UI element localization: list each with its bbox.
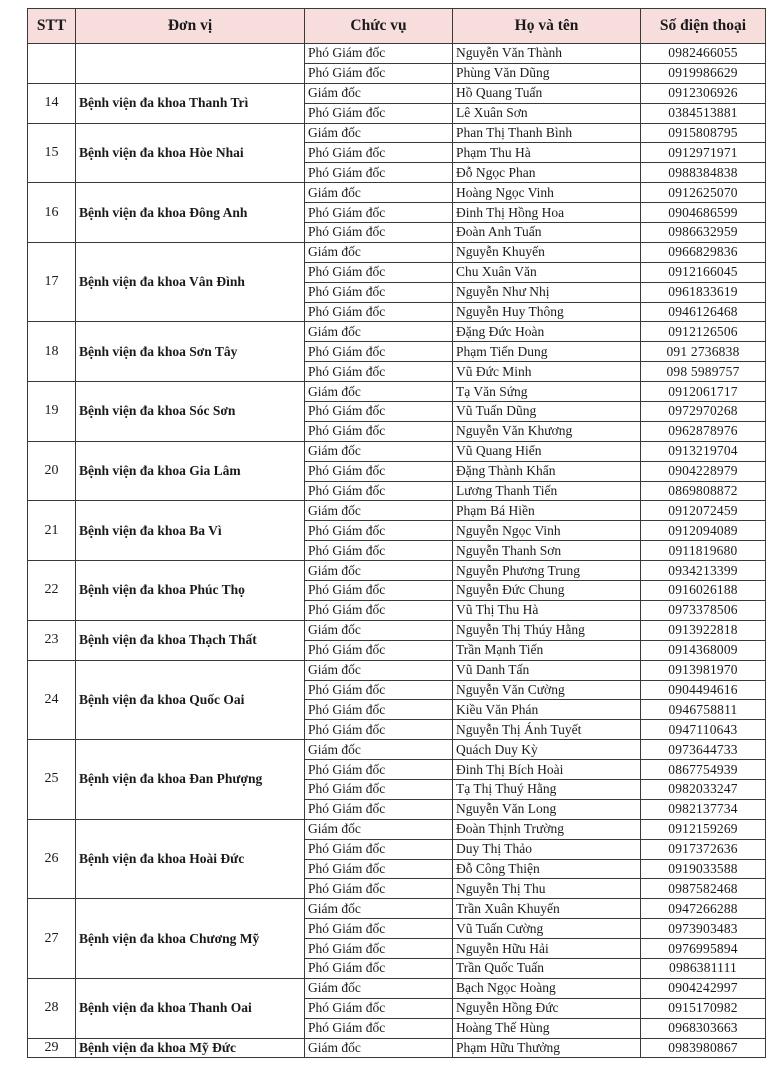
row-position: Giám đốc [305,501,453,521]
row-full-name: Nguyễn Huy Thông [453,302,641,322]
row-position: Phó Giám đốc [305,262,453,282]
row-position: Giám đốc [305,83,453,103]
row-phone: 0912166045 [641,262,766,282]
row-stt: 26 [28,819,76,899]
row-full-name: Đinh Thị Hồng Hoa [453,203,641,223]
row-position: Phó Giám đốc [305,640,453,660]
row-phone: 0904686599 [641,203,766,223]
row-phone: 0912625070 [641,183,766,203]
row-unit: Bệnh viện đa khoa Chương Mỹ [76,899,305,979]
table-row [28,44,766,64]
row-full-name: Nguyễn Ngọc Vinh [453,521,641,541]
row-position: Phó Giám đốc [305,700,453,720]
row-phone: 0982466055 [641,44,766,64]
row-phone: 0962878976 [641,421,766,441]
row-position: Giám đốc [305,899,453,919]
row-position: Giám đốc [305,978,453,998]
row-full-name: Phạm Tiến Dung [453,342,641,362]
row-stt: 17 [28,242,76,322]
row-position: Phó Giám đốc [305,998,453,1018]
row-full-name: Quách Duy Kỳ [453,740,641,760]
row-full-name: Vũ Quang Hiển [453,441,641,461]
row-full-name: Nguyễn Đức Chung [453,581,641,601]
row-stt: 22 [28,561,76,621]
row-unit: Bệnh viện đa khoa Ba Vì [76,501,305,561]
table-row [28,660,766,680]
row-unit: Bệnh viện đa khoa Vân Đình [76,242,305,322]
row-phone: 0904228979 [641,461,766,481]
row-phone: 0973903483 [641,919,766,939]
row-position: Giám đốc [305,1038,453,1058]
row-phone: 0912072459 [641,501,766,521]
row-phone: 0987582468 [641,879,766,899]
row-phone: 0968303663 [641,1018,766,1038]
header-unit: Đơn vị [76,9,305,44]
row-phone: 0919986629 [641,63,766,83]
row-stt: 29 [28,1038,76,1058]
table-row [28,501,766,521]
row-full-name: Nguyễn Khuyến [453,242,641,262]
row-position: Phó Giám đốc [305,799,453,819]
header-position: Chức vụ [305,9,453,44]
row-position: Phó Giám đốc [305,958,453,978]
row-stt: 24 [28,660,76,740]
row-full-name: Vũ Thị Thu Hà [453,600,641,620]
row-position: Phó Giám đốc [305,461,453,481]
row-phone: 0915170982 [641,998,766,1018]
row-stt: 18 [28,322,76,382]
row-phone: 0947110643 [641,720,766,740]
row-full-name: Đoàn Anh Tuấn [453,223,641,243]
table-body [28,44,766,1058]
row-full-name: Phạm Hữu Thưởng [453,1038,641,1058]
row-phone: 0912159269 [641,819,766,839]
row-position: Phó Giám đốc [305,481,453,501]
row-full-name: Nguyễn Phương Trung [453,561,641,581]
row-phone: 0867754939 [641,760,766,780]
row-phone: 0986381111 [641,958,766,978]
row-position: Giám đốc [305,620,453,640]
row-full-name: Hoàng Thế Hùng [453,1018,641,1038]
row-unit: Bệnh viện đa khoa Đông Anh [76,183,305,243]
row-full-name: Phan Thị Thanh Bình [453,123,641,143]
row-full-name: Vũ Đức Minh [453,362,641,382]
row-stt: 19 [28,382,76,442]
table-row [28,740,766,760]
row-position: Giám đốc [305,123,453,143]
row-full-name: Đinh Thị Bích Hoài [453,760,641,780]
row-position: Phó Giám đốc [305,839,453,859]
row-stt: 25 [28,740,76,820]
row-position: Phó Giám đốc [305,362,453,382]
row-stt: 21 [28,501,76,561]
row-full-name: Nguyễn Hồng Đức [453,998,641,1018]
row-full-name: Tạ Thị Thuý Hằng [453,779,641,799]
row-unit: Bệnh viện đa khoa Sơn Tây [76,322,305,382]
row-position: Phó Giám đốc [305,859,453,879]
row-position: Phó Giám đốc [305,342,453,362]
header-full-name: Họ và tên [453,9,641,44]
row-position: Phó Giám đốc [305,223,453,243]
table-row [28,83,766,103]
row-unit: Bệnh viện đa khoa Hoài Đức [76,819,305,899]
row-unit: Bệnh viện đa khoa Mỹ Đức [76,1038,305,1058]
row-position: Phó Giám đốc [305,779,453,799]
row-phone: 0384513881 [641,103,766,123]
table-row [28,819,766,839]
row-position: Giám đốc [305,819,453,839]
row-full-name: Lê Xuân Sơn [453,103,641,123]
row-full-name: Nguyễn Thị Thu [453,879,641,899]
row-phone: 0919033588 [641,859,766,879]
row-phone: 0947266288 [641,899,766,919]
table-row [28,322,766,342]
row-phone: 0914368009 [641,640,766,660]
row-phone: 098 5989757 [641,362,766,382]
row-position: Phó Giám đốc [305,402,453,422]
row-phone: 0913219704 [641,441,766,461]
row-full-name: Trần Mạnh Tiến [453,640,641,660]
row-full-name: Đoàn Thịnh Trường [453,819,641,839]
row-phone: 0916026188 [641,581,766,601]
row-stt [28,44,76,84]
row-full-name: Hồ Quang Tuấn [453,83,641,103]
row-position: Phó Giám đốc [305,44,453,64]
row-phone: 0966829836 [641,242,766,262]
row-position: Phó Giám đốc [305,421,453,441]
table-row [28,123,766,143]
row-position: Phó Giám đốc [305,103,453,123]
table-header-row [28,9,766,44]
row-unit: Bệnh viện đa khoa Hòe Nhai [76,123,305,183]
row-full-name: Vũ Danh Tấn [453,660,641,680]
table-row [28,561,766,581]
header-phone: Số điện thoại [641,9,766,44]
row-position: Giám đốc [305,441,453,461]
row-position: Giám đốc [305,242,453,262]
row-position: Giám đốc [305,561,453,581]
row-full-name: Chu Xuân Văn [453,262,641,282]
row-stt: 14 [28,83,76,123]
row-position: Phó Giám đốc [305,1018,453,1038]
row-phone: 0913922818 [641,620,766,640]
header-stt: STT [28,9,76,44]
row-full-name: Đỗ Ngọc Phan [453,163,641,183]
row-phone: 0904242997 [641,978,766,998]
row-full-name: Nguyễn Văn Thành [453,44,641,64]
row-full-name: Vũ Tuấn Dũng [453,402,641,422]
row-full-name: Nguyễn Như Nhị [453,282,641,302]
row-full-name: Nguyễn Hữu Hải [453,939,641,959]
row-phone: 0912094089 [641,521,766,541]
row-phone: 0912126506 [641,322,766,342]
row-phone: 0913981970 [641,660,766,680]
row-phone: 0961833619 [641,282,766,302]
row-full-name: Trần Quốc Tuấn [453,958,641,978]
row-phone: 0972970268 [641,402,766,422]
row-unit: Bệnh viện đa khoa Phúc Thọ [76,561,305,621]
row-full-name: Đặng Thành Khẩn [453,461,641,481]
row-full-name: Kiều Văn Phán [453,700,641,720]
row-unit: Bệnh viện đa khoa Thanh Oai [76,978,305,1038]
row-position: Phó Giám đốc [305,302,453,322]
row-stt: 16 [28,183,76,243]
row-stt: 23 [28,620,76,660]
row-full-name: Nguyễn Văn Khương [453,421,641,441]
row-phone: 0983980867 [641,1038,766,1058]
row-phone: 0912971971 [641,143,766,163]
table-row [28,242,766,262]
row-full-name: Duy Thị Thảo [453,839,641,859]
row-phone: 0917372636 [641,839,766,859]
row-unit: Bệnh viện đa khoa Thanh Trì [76,83,305,123]
table-row [28,620,766,640]
row-phone: 0946758811 [641,700,766,720]
staff-contact-table [27,8,766,1058]
row-unit: Bệnh viện đa khoa Gia Lâm [76,441,305,501]
row-phone: 0982137734 [641,799,766,819]
row-position: Phó Giám đốc [305,919,453,939]
row-position: Giám đốc [305,660,453,680]
row-phone: 0915808795 [641,123,766,143]
row-position: Giám đốc [305,183,453,203]
row-full-name: Nguyễn Văn Long [453,799,641,819]
row-position: Phó Giám đốc [305,760,453,780]
row-full-name: Nguyễn Thị Ánh Tuyết [453,720,641,740]
row-phone: 0912061717 [641,382,766,402]
row-stt: 20 [28,441,76,501]
row-phone: 0976995894 [641,939,766,959]
row-phone: 0973378506 [641,600,766,620]
row-stt: 27 [28,899,76,979]
row-position: Phó Giám đốc [305,282,453,302]
row-full-name: Phùng Văn Dũng [453,63,641,83]
row-position: Phó Giám đốc [305,163,453,183]
row-full-name: Vũ Tuấn Cường [453,919,641,939]
table-row [28,382,766,402]
table-row [28,441,766,461]
row-position: Phó Giám đốc [305,680,453,700]
row-full-name: Nguyễn Thanh Sơn [453,541,641,561]
row-full-name: Hoàng Ngọc Vinh [453,183,641,203]
row-position: Phó Giám đốc [305,143,453,163]
row-phone: 0911819680 [641,541,766,561]
row-unit: Bệnh viện đa khoa Đan Phượng [76,740,305,820]
row-phone: 0986632959 [641,223,766,243]
staff-contact-table-sheet [27,8,765,1058]
row-full-name: Đỗ Công Thiện [453,859,641,879]
table-row [28,899,766,919]
row-phone: 0934213399 [641,561,766,581]
row-position: Giám đốc [305,740,453,760]
table-row [28,183,766,203]
row-full-name: Đặng Đức Hoàn [453,322,641,342]
row-position: Giám đốc [305,382,453,402]
row-full-name: Trần Xuân Khuyến [453,899,641,919]
row-position: Phó Giám đốc [305,521,453,541]
row-unit: Bệnh viện đa khoa Thạch Thất [76,620,305,660]
row-position: Phó Giám đốc [305,939,453,959]
row-unit: Bệnh viện đa khoa Quốc Oai [76,660,305,740]
row-full-name: Bạch Ngọc Hoàng [453,978,641,998]
row-position: Phó Giám đốc [305,879,453,899]
table-row [28,1038,766,1058]
row-full-name: Phạm Bá Hiền [453,501,641,521]
row-full-name: Nguyễn Thị Thúy Hằng [453,620,641,640]
row-phone: 0869808872 [641,481,766,501]
row-position: Phó Giám đốc [305,581,453,601]
row-phone: 0988384838 [641,163,766,183]
row-full-name: Nguyễn Văn Cường [453,680,641,700]
row-phone: 091 2736838 [641,342,766,362]
row-stt: 15 [28,123,76,183]
row-position: Phó Giám đốc [305,600,453,620]
row-full-name: Phạm Thu Hà [453,143,641,163]
row-position: Phó Giám đốc [305,541,453,561]
row-unit [76,44,305,84]
row-position: Giám đốc [305,322,453,342]
row-position: Phó Giám đốc [305,720,453,740]
row-phone: 0982033247 [641,779,766,799]
row-phone: 0946126468 [641,302,766,322]
row-stt: 28 [28,978,76,1038]
row-unit: Bệnh viện đa khoa Sóc Sơn [76,382,305,442]
row-position: Phó Giám đốc [305,63,453,83]
row-phone: 0973644733 [641,740,766,760]
row-position: Phó Giám đốc [305,203,453,223]
row-phone: 0904494616 [641,680,766,700]
row-full-name: Lương Thanh Tiến [453,481,641,501]
table-row [28,978,766,998]
row-phone: 0912306926 [641,83,766,103]
row-full-name: Tạ Văn Sứng [453,382,641,402]
